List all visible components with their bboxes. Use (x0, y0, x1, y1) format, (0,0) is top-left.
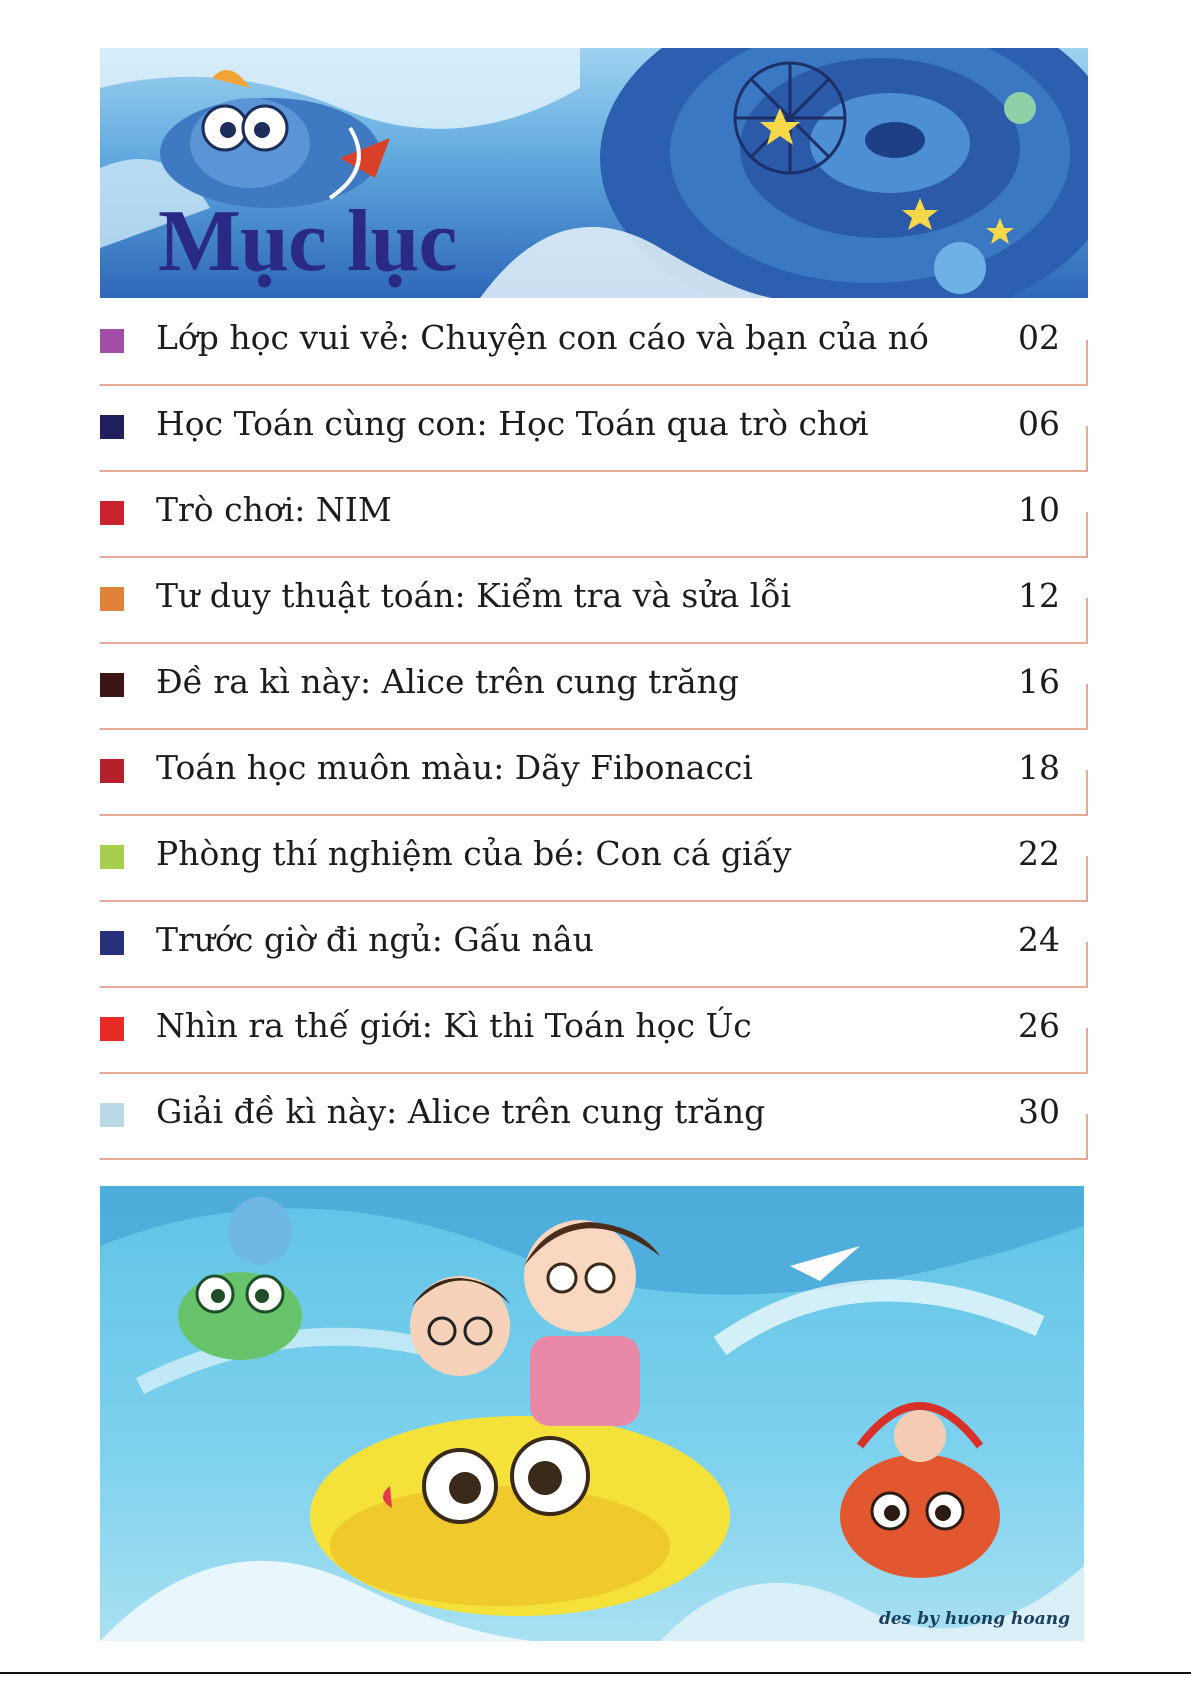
toc-item-page: 30 (1018, 1092, 1060, 1131)
wave-shape (720, 1290, 1040, 1346)
toc-item[interactable] (100, 730, 1088, 816)
color-marker (100, 1017, 124, 1041)
header-illustration (100, 48, 1088, 298)
toc-item-label: Đề ra kì này: Alice trên cung trăng (156, 662, 740, 701)
toc-item[interactable] (100, 386, 1088, 472)
page-edge-divider (0, 1672, 1191, 1674)
yellow-fish-vehicle (310, 1416, 730, 1616)
toc-item-page: 06 (1018, 404, 1060, 443)
child-characters (410, 1220, 660, 1426)
wave-shape (140, 1337, 460, 1386)
divider (1086, 684, 1088, 730)
red-car-character (840, 1406, 1000, 1578)
divider (1086, 770, 1088, 816)
divider (1086, 942, 1088, 988)
toc-item-page: 18 (1018, 748, 1060, 787)
toc-item-label: Tư duy thuật toán: Kiểm tra và sửa lỗi (156, 576, 792, 615)
toc-item[interactable] (100, 1074, 1088, 1160)
toc-item-page: 10 (1018, 490, 1060, 529)
toc-item[interactable] (100, 300, 1088, 386)
color-marker (100, 587, 124, 611)
divider (1086, 1028, 1088, 1074)
toc-item[interactable] (100, 988, 1088, 1074)
toc-item-label: Giải đề kì này: Alice trên cung trăng (156, 1092, 766, 1131)
toc-item-label: Trước giờ đi ngủ: Gấu nâu (156, 920, 594, 959)
toc-item[interactable] (100, 902, 1088, 988)
designer-signature: des by huong hoang (878, 1609, 1070, 1629)
ferris-wheel (735, 63, 845, 173)
color-marker (100, 329, 124, 353)
toc-item-label: Nhìn ra thế giới: Kì thi Toán học Úc (156, 1006, 752, 1045)
color-marker (100, 1103, 124, 1127)
frog-character (178, 1197, 302, 1360)
color-marker (100, 415, 124, 439)
footer-illustration (100, 1186, 1084, 1641)
toc-item-label: Học Toán cùng con: Học Toán qua trò chơi (156, 404, 869, 443)
toc-item[interactable] (100, 472, 1088, 558)
divider (1086, 426, 1088, 472)
planet-shape (934, 242, 986, 294)
toc-item-page: 02 (1018, 318, 1060, 357)
toc-item-page: 24 (1018, 920, 1060, 959)
page-title: Mục lục (158, 193, 457, 290)
color-marker (100, 673, 124, 697)
planet-shape (1004, 92, 1036, 124)
toc-item[interactable] (100, 816, 1088, 902)
divider (1086, 856, 1088, 902)
toc-item-page: 16 (1018, 662, 1060, 701)
divider (1086, 1114, 1088, 1160)
color-marker (100, 931, 124, 955)
toc-item[interactable] (100, 644, 1088, 730)
toc-item[interactable] (100, 558, 1088, 644)
table-of-contents (100, 300, 1088, 1160)
toc-item-page: 12 (1018, 576, 1060, 615)
toc-item-page: 22 (1018, 834, 1060, 873)
divider (1086, 512, 1088, 558)
toc-item-page: 26 (1018, 1006, 1060, 1045)
kids-flying-illustration (100, 1186, 1084, 1641)
color-marker (100, 759, 124, 783)
color-marker (100, 501, 124, 525)
divider (100, 1158, 1088, 1160)
toc-item-label: Toán học muôn màu: Dãy Fibonacci (156, 748, 753, 787)
divider (1086, 340, 1088, 386)
color-marker (100, 845, 124, 869)
toc-item-label: Lớp học vui vẻ: Chuyện con cáo và bạn của nó (156, 318, 929, 357)
toc-item-label: Trò chơi: NIM (156, 490, 392, 529)
toc-item-label: Phòng thí nghiệm của bé: Con cá giấy (156, 834, 792, 873)
divider (1086, 598, 1088, 644)
cloud-shape (660, 1566, 1084, 1641)
